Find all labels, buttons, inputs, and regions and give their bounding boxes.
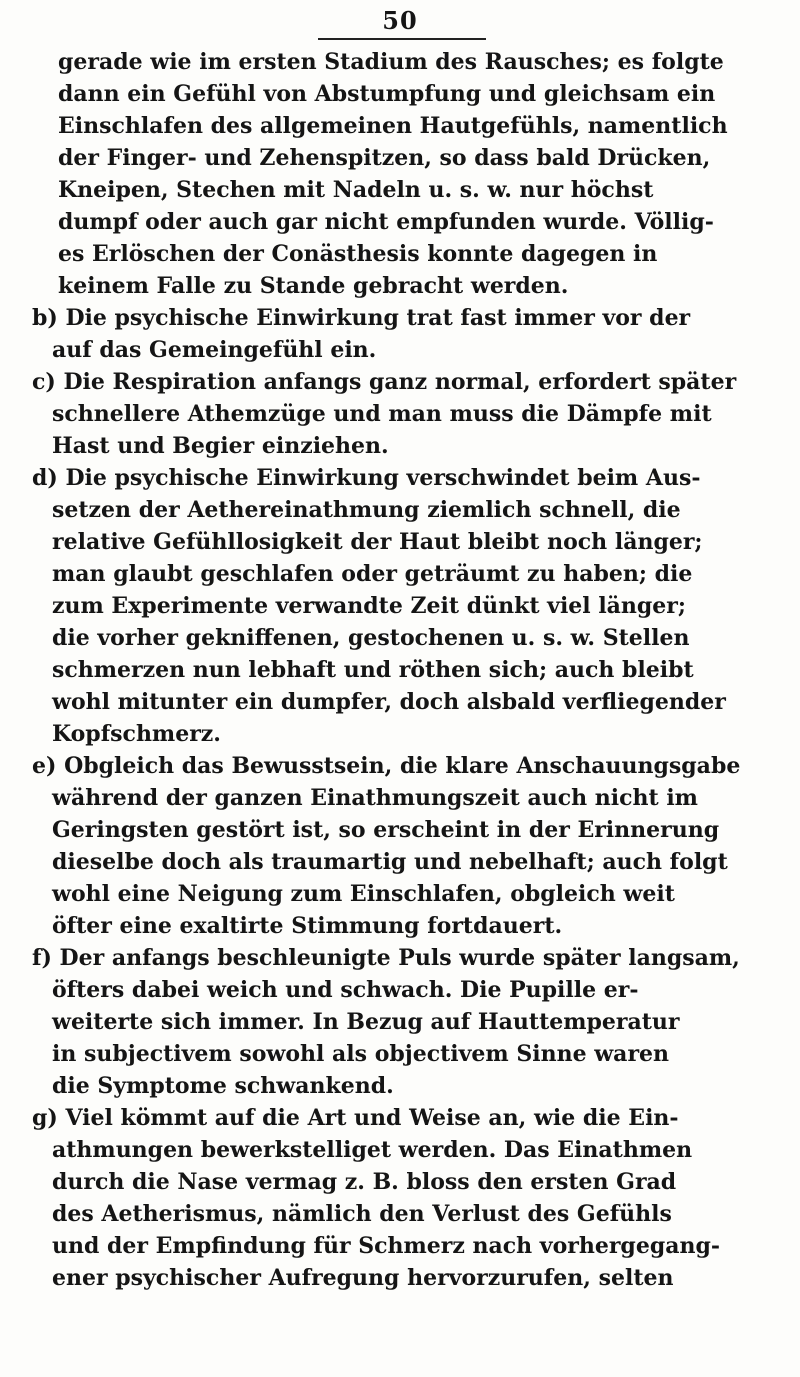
text-line: während der ganzen Einathmungszeit auch nicht im	[52, 785, 698, 811]
text-line: setzen der Aethereinathmung ziemlich schnell, die	[52, 497, 681, 523]
text-line: des Aetherismus, nämlich den Verlust des Gefühls	[52, 1201, 672, 1227]
text-line: durch die Nase vermag z. B. bloss den ersten Grad	[52, 1169, 677, 1195]
text-line: dieselbe doch als traumartig und nebelhaft; auch folgt	[52, 849, 728, 875]
text-line: und der Empfindung für Schmerz nach vorhergegang-	[52, 1233, 720, 1259]
text-line: die Symptome schwankend.	[52, 1073, 394, 1099]
text-line: ener psychischer Aufregung hervorzurufen, selten	[52, 1265, 674, 1291]
text-line: relative Gefühllosigkeit der Haut bleibt noch länger;	[52, 529, 703, 555]
text-line: gerade wie im ersten Stadium des Rausches; es folgte	[58, 49, 724, 75]
text-line: in subjectivem sowohl als objectivem Sinne waren	[52, 1041, 670, 1067]
list-item-e: e) Obgleich das Bewusstsein, die klare Anschauungsgabe	[32, 753, 741, 779]
text-line: die vorher gekniffenen, gestochenen u. s. w. Stellen	[52, 625, 690, 651]
text-line: öfter eine exaltirte Stimmung fortdauert.	[52, 913, 563, 939]
text-line: Kopfschmerz.	[52, 721, 221, 747]
text-line: athmungen bewerkstelliget werden. Das Einathmen	[52, 1137, 693, 1163]
list-item-f: f) Der anfangs beschleunigte Puls wurde später langsam,	[32, 945, 740, 971]
text-line: wohl eine Neigung zum Einschlafen, obgleich weit	[52, 881, 675, 907]
text-line: es Erlöschen der Conästhesis konnte dagegen in	[58, 241, 658, 267]
text-line: weiterte sich immer. In Bezug auf Hauttemperatur	[52, 1009, 680, 1035]
text-line: öfters dabei weich und schwach. Die Pupille er-	[52, 977, 639, 1003]
text-line: Geringsten gestört ist, so erscheint in der Erinnerung	[52, 817, 720, 843]
list-item-g: g) Viel kömmt auf die Art und Weise an, wie die Ein-	[32, 1105, 679, 1131]
header-rule	[318, 38, 486, 40]
text-line: wohl mitunter ein dumpfer, doch alsbald verfliegender	[52, 689, 726, 715]
text-line: auf das Gemeingefühl ein.	[52, 337, 377, 363]
list-item-b: b) Die psychische Einwirkung trat fast immer vor der	[32, 305, 691, 331]
text-line: Einschlafen des allgemeinen Hautgefühls, namentlich	[58, 113, 728, 139]
text-line: Kneipen, Stechen mit Nadeln u. s. w. nur höchst	[58, 177, 654, 203]
list-item-c: c) Die Respiration anfangs ganz normal, erfordert später	[32, 369, 737, 395]
text-line: man glaubt geschlafen oder geträumt zu haben; die	[52, 561, 693, 587]
text-line: schmerzen nun lebhaft und röthen sich; auch bleibt	[52, 657, 694, 683]
text-line: Hast und Begier einziehen.	[52, 433, 389, 459]
text-line: keinem Falle zu Stande gebracht werden.	[58, 273, 569, 299]
text-line: dumpf oder auch gar nicht empfunden wurde. Völlig-	[58, 209, 714, 235]
page-number: 50	[382, 6, 418, 35]
text-line: dann ein Gefühl von Abstumpfung und gleichsam ein	[58, 81, 716, 107]
text-line: der Finger- und Zehenspitzen, so dass bald Drücken,	[58, 145, 711, 171]
text-line: zum Experimente verwandte Zeit dünkt viel länger;	[52, 593, 687, 619]
list-item-d: d) Die psychische Einwirkung verschwindet beim Aus-	[32, 465, 701, 491]
text-line: schnellere Athemzüge und man muss die Dämpfe mit	[52, 401, 712, 427]
